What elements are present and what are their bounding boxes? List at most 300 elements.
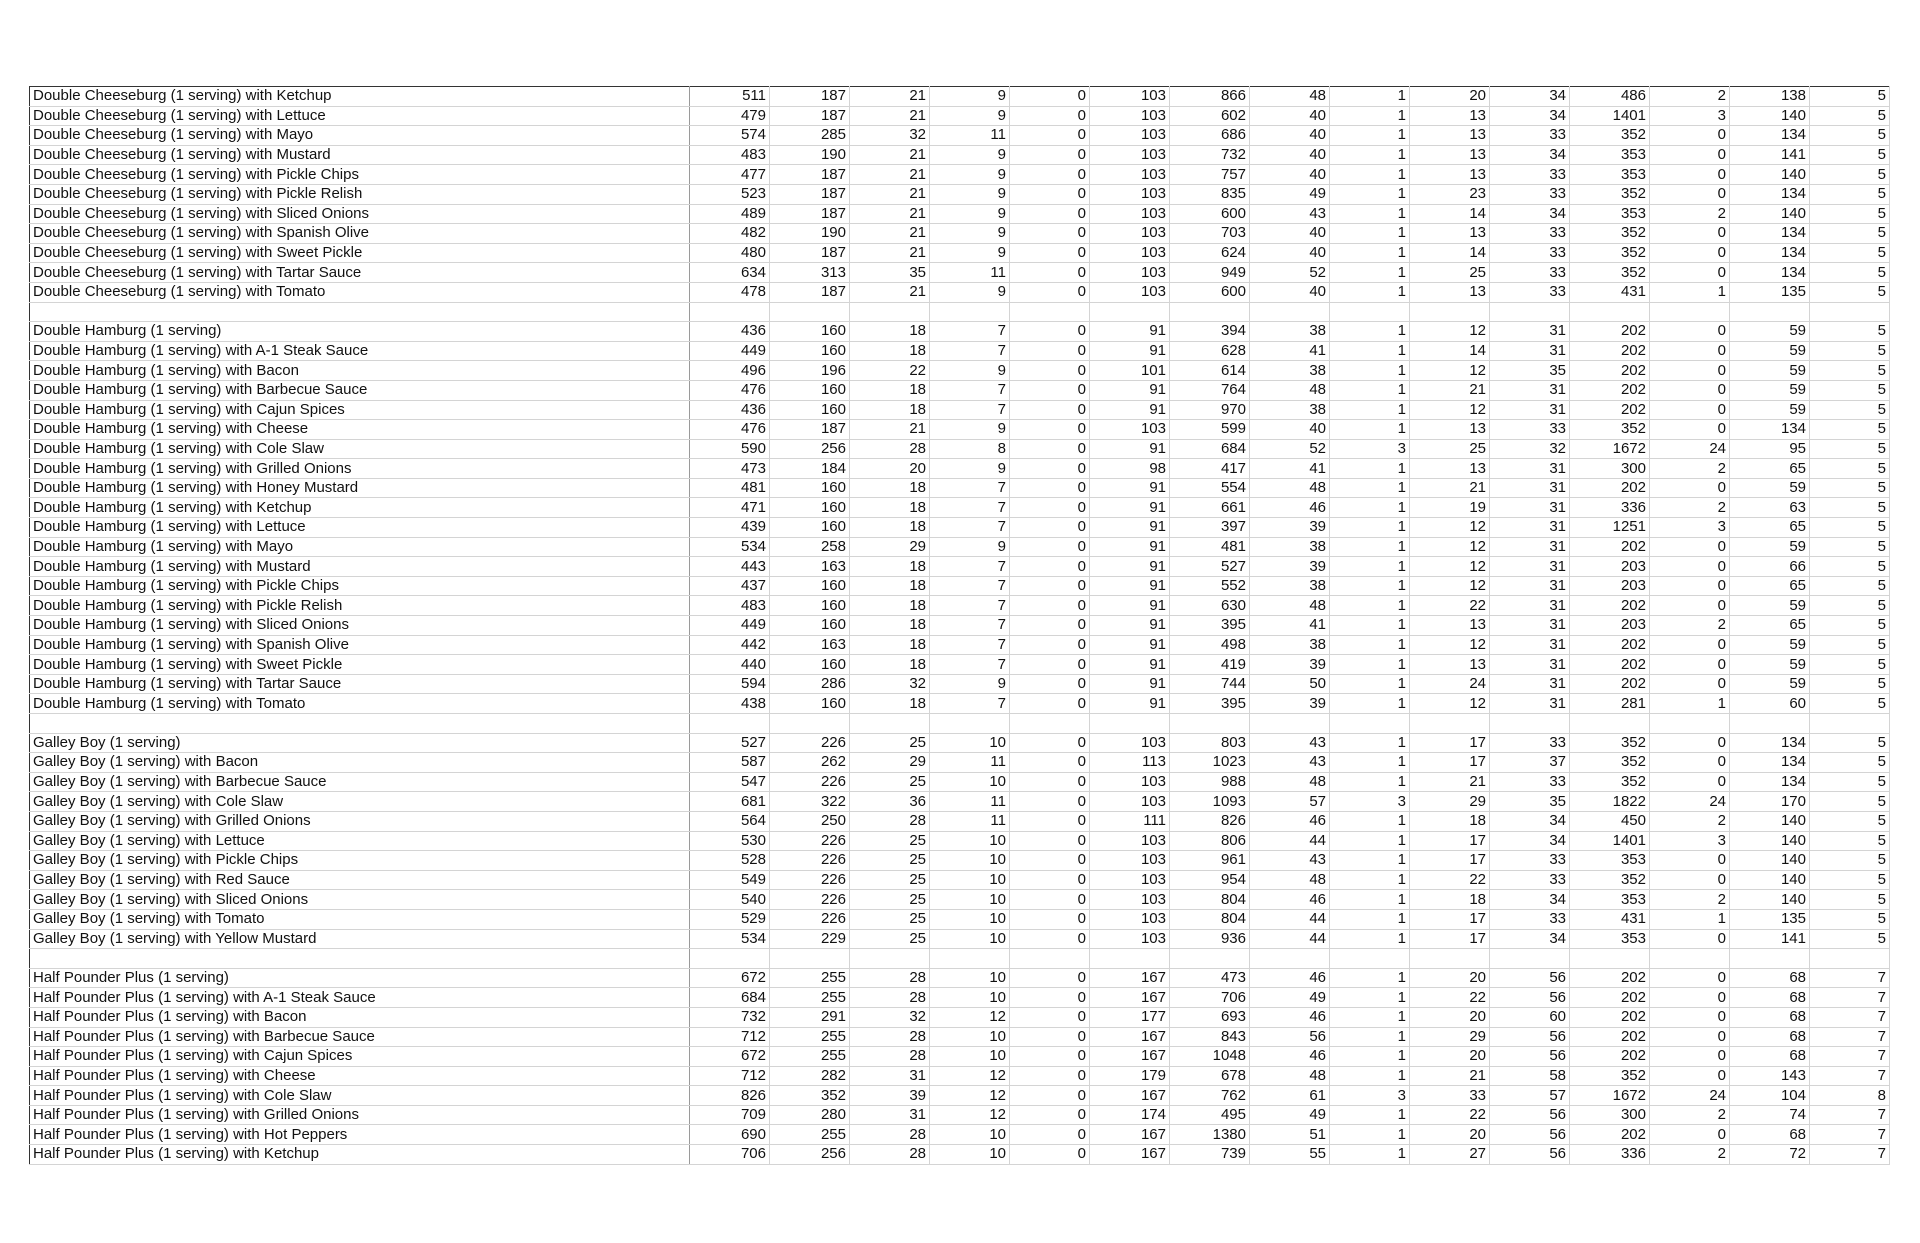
item-name-cell: Galley Boy (1 serving) with Lettuce: [30, 831, 690, 851]
value-cell: 33: [1410, 1086, 1490, 1106]
value-cell: 0: [1010, 733, 1090, 753]
value-cell: 1: [1330, 929, 1410, 949]
value-cell: 43: [1250, 753, 1330, 773]
value-cell: 184: [770, 459, 850, 479]
item-name-cell: Double Hamburg (1 serving) with Pickle Chips: [30, 576, 690, 596]
value-cell: 18: [850, 498, 930, 518]
value-cell: 804: [1170, 890, 1250, 910]
value-cell: 5: [1810, 145, 1890, 165]
value-cell: 0: [1010, 753, 1090, 773]
table-row: [30, 1145, 1890, 1165]
value-cell: 5: [1810, 106, 1890, 126]
value-cell: 202: [1570, 1047, 1650, 1067]
value-cell: 0: [1650, 420, 1730, 440]
value-cell: 5: [1810, 322, 1890, 342]
value-cell: 202: [1570, 968, 1650, 988]
value-cell: 7: [930, 655, 1010, 675]
value-cell: 529: [690, 909, 770, 929]
value-cell: 167: [1090, 988, 1170, 1008]
value-cell: 103: [1090, 909, 1170, 929]
value-cell: 255: [770, 968, 850, 988]
value-cell: 762: [1170, 1086, 1250, 1106]
value-cell: 1380: [1170, 1125, 1250, 1145]
value-cell: 25: [850, 831, 930, 851]
value-cell: 255: [770, 1047, 850, 1067]
value-cell: 449: [690, 341, 770, 361]
item-name-cell: Double Hamburg (1 serving) with Honey Mustard: [30, 478, 690, 498]
value-cell: 202: [1570, 380, 1650, 400]
value-cell: 167: [1090, 1086, 1170, 1106]
value-cell: 0: [1010, 1066, 1090, 1086]
value-cell: 13: [1410, 655, 1490, 675]
value-cell: 0: [1650, 733, 1730, 753]
table-row: [30, 792, 1890, 812]
value-cell: 33: [1490, 243, 1570, 263]
table-row: [30, 165, 1890, 185]
value-cell: 7: [930, 400, 1010, 420]
value-cell: 1: [1330, 635, 1410, 655]
value-cell: 48: [1250, 478, 1330, 498]
value-cell: 255: [770, 1125, 850, 1145]
value-cell: 39: [1250, 557, 1330, 577]
value-cell: 18: [1410, 890, 1490, 910]
value-cell: [1650, 302, 1730, 322]
value-cell: 686: [1170, 126, 1250, 146]
value-cell: 31: [1490, 616, 1570, 636]
value-cell: 22: [1410, 870, 1490, 890]
value-cell: 7: [930, 694, 1010, 714]
value-cell: 1: [1330, 322, 1410, 342]
value-cell: 352: [1570, 243, 1650, 263]
value-cell: 9: [930, 106, 1010, 126]
value-cell: 140: [1730, 204, 1810, 224]
value-cell: 32: [1490, 439, 1570, 459]
value-cell: 1: [1330, 1047, 1410, 1067]
value-cell: 35: [850, 263, 930, 283]
value-cell: 481: [1170, 537, 1250, 557]
item-name-cell: Double Hamburg (1 serving): [30, 322, 690, 342]
value-cell: 33: [1490, 772, 1570, 792]
value-cell: 489: [690, 204, 770, 224]
value-cell: 13: [1410, 420, 1490, 440]
value-cell: 1: [1330, 243, 1410, 263]
value-cell: 12: [1410, 635, 1490, 655]
value-cell: 599: [1170, 420, 1250, 440]
value-cell: 113: [1090, 753, 1170, 773]
value-cell: 9: [930, 165, 1010, 185]
value-cell: 10: [930, 968, 1010, 988]
value-cell: 0: [1010, 459, 1090, 479]
value-cell: 229: [770, 929, 850, 949]
value-cell: 141: [1730, 929, 1810, 949]
value-cell: 0: [1650, 537, 1730, 557]
value-cell: [1250, 714, 1330, 734]
value-cell: 160: [770, 341, 850, 361]
value-cell: 167: [1090, 1027, 1170, 1047]
value-cell: 0: [1010, 498, 1090, 518]
value-cell: 48: [1250, 380, 1330, 400]
value-cell: 1: [1330, 361, 1410, 381]
value-cell: [930, 302, 1010, 322]
value-cell: 0: [1010, 224, 1090, 244]
value-cell: 353: [1570, 890, 1650, 910]
value-cell: 479: [690, 106, 770, 126]
value-cell: 46: [1250, 968, 1330, 988]
value-cell: 12: [1410, 537, 1490, 557]
table-row: [30, 380, 1890, 400]
value-cell: 0: [1010, 126, 1090, 146]
value-cell: [1010, 714, 1090, 734]
value-cell: 471: [690, 498, 770, 518]
item-name-cell: Half Pounder Plus (1 serving) with Cheese: [30, 1066, 690, 1086]
value-cell: [1170, 714, 1250, 734]
value-cell: 527: [690, 733, 770, 753]
item-name-cell: Half Pounder Plus (1 serving) with Bacon: [30, 1007, 690, 1027]
value-cell: 20: [850, 459, 930, 479]
table-row: [30, 851, 1890, 871]
value-cell: 2: [1650, 616, 1730, 636]
value-cell: 134: [1730, 263, 1810, 283]
value-cell: 7: [930, 635, 1010, 655]
value-cell: 202: [1570, 655, 1650, 675]
value-cell: 7: [1810, 1007, 1890, 1027]
value-cell: 0: [1010, 655, 1090, 675]
value-cell: 25: [850, 890, 930, 910]
value-cell: 134: [1730, 772, 1810, 792]
value-cell: 17: [1410, 733, 1490, 753]
value-cell: 22: [850, 361, 930, 381]
value-cell: 36: [850, 792, 930, 812]
value-cell: 103: [1090, 929, 1170, 949]
value-cell: 25: [850, 851, 930, 871]
value-cell: [1170, 302, 1250, 322]
value-cell: 24: [1650, 792, 1730, 812]
value-cell: 806: [1170, 831, 1250, 851]
value-cell: 48: [1250, 87, 1330, 107]
value-cell: 91: [1090, 380, 1170, 400]
value-cell: 34: [1490, 929, 1570, 949]
value-cell: 9: [930, 361, 1010, 381]
value-cell: 40: [1250, 224, 1330, 244]
value-cell: 41: [1250, 616, 1330, 636]
value-cell: 5: [1810, 537, 1890, 557]
value-cell: 103: [1090, 224, 1170, 244]
value-cell: 826: [690, 1086, 770, 1106]
value-cell: 29: [850, 753, 930, 773]
value-cell: 17: [1410, 909, 1490, 929]
value-cell: 336: [1570, 498, 1650, 518]
value-cell: 226: [770, 733, 850, 753]
value-cell: 1: [1330, 968, 1410, 988]
value-cell: 91: [1090, 498, 1170, 518]
value-cell: [690, 714, 770, 734]
value-cell: 0: [1010, 380, 1090, 400]
value-cell: 46: [1250, 890, 1330, 910]
value-cell: 449: [690, 616, 770, 636]
item-name-cell: Double Hamburg (1 serving) with Cole Slaw: [30, 439, 690, 459]
value-cell: 49: [1250, 1105, 1330, 1125]
value-cell: 13: [1410, 145, 1490, 165]
value-cell: [1090, 714, 1170, 734]
value-cell: 0: [1650, 126, 1730, 146]
value-cell: 17: [1410, 851, 1490, 871]
value-cell: 0: [1010, 145, 1090, 165]
value-cell: 40: [1250, 420, 1330, 440]
value-cell: 25: [850, 772, 930, 792]
value-cell: 33: [1490, 224, 1570, 244]
value-cell: 12: [1410, 694, 1490, 714]
value-cell: 256: [770, 1145, 850, 1165]
value-cell: 103: [1090, 890, 1170, 910]
value-cell: 1: [1330, 674, 1410, 694]
value-cell: 18: [850, 341, 930, 361]
value-cell: 41: [1250, 341, 1330, 361]
value-cell: [1570, 302, 1650, 322]
value-cell: 954: [1170, 870, 1250, 890]
table-row: [30, 909, 1890, 929]
value-cell: 0: [1010, 263, 1090, 283]
value-cell: 203: [1570, 557, 1650, 577]
value-cell: 140: [1730, 165, 1810, 185]
value-cell: 1: [1330, 831, 1410, 851]
value-cell: 5: [1810, 635, 1890, 655]
value-cell: 3: [1330, 792, 1410, 812]
value-cell: 103: [1090, 792, 1170, 812]
value-cell: 256: [770, 439, 850, 459]
value-cell: 681: [690, 792, 770, 812]
value-cell: 732: [690, 1007, 770, 1027]
value-cell: 706: [690, 1145, 770, 1165]
value-cell: 482: [690, 224, 770, 244]
value-cell: 486: [1570, 87, 1650, 107]
item-name-cell: [30, 714, 690, 734]
value-cell: 866: [1170, 87, 1250, 107]
value-cell: 352: [1570, 420, 1650, 440]
value-cell: 56: [1490, 1105, 1570, 1125]
value-cell: 55: [1250, 1145, 1330, 1165]
value-cell: 190: [770, 224, 850, 244]
value-cell: [1410, 714, 1490, 734]
value-cell: 60: [1730, 694, 1810, 714]
value-cell: 203: [1570, 576, 1650, 596]
nutrition-table: [29, 86, 1890, 1165]
item-name-cell: Double Cheeseburg (1 serving) with Sliced Onions: [30, 204, 690, 224]
value-cell: 187: [770, 184, 850, 204]
value-cell: 961: [1170, 851, 1250, 871]
value-cell: 476: [690, 420, 770, 440]
item-name-cell: Half Pounder Plus (1 serving) with Cole Slaw: [30, 1086, 690, 1106]
value-cell: 58: [1490, 1066, 1570, 1086]
value-cell: 65: [1730, 518, 1810, 538]
value-cell: 33: [1490, 282, 1570, 302]
value-cell: 1: [1330, 870, 1410, 890]
value-cell: 20: [1410, 1125, 1490, 1145]
value-cell: 10: [930, 909, 1010, 929]
value-cell: 31: [1490, 635, 1570, 655]
value-cell: 0: [1010, 1105, 1090, 1125]
value-cell: 7: [930, 596, 1010, 616]
value-cell: 21: [850, 420, 930, 440]
value-cell: 9: [930, 145, 1010, 165]
table-row: [30, 439, 1890, 459]
value-cell: 1: [1330, 184, 1410, 204]
value-cell: 10: [930, 1047, 1010, 1067]
value-cell: 1: [1330, 616, 1410, 636]
value-cell: 196: [770, 361, 850, 381]
value-cell: 103: [1090, 263, 1170, 283]
value-cell: 5: [1810, 478, 1890, 498]
value-cell: 38: [1250, 400, 1330, 420]
value-cell: 7: [930, 498, 1010, 518]
value-cell: 0: [1010, 772, 1090, 792]
value-cell: 0: [1650, 1047, 1730, 1067]
item-name-cell: Half Pounder Plus (1 serving) with Hot Peppers: [30, 1125, 690, 1145]
value-cell: 496: [690, 361, 770, 381]
value-cell: 255: [770, 988, 850, 1008]
value-cell: [1090, 302, 1170, 322]
value-cell: 187: [770, 204, 850, 224]
value-cell: 7: [930, 557, 1010, 577]
value-cell: 103: [1090, 87, 1170, 107]
value-cell: 528: [690, 851, 770, 871]
value-cell: 104: [1730, 1086, 1810, 1106]
value-cell: 28: [850, 439, 930, 459]
value-cell: 167: [1090, 1125, 1170, 1145]
value-cell: 0: [1010, 1086, 1090, 1106]
value-cell: [1330, 302, 1410, 322]
value-cell: 0: [1650, 1125, 1730, 1145]
value-cell: 187: [770, 106, 850, 126]
value-cell: 56: [1490, 988, 1570, 1008]
value-cell: 12: [930, 1105, 1010, 1125]
value-cell: 12: [1410, 361, 1490, 381]
value-cell: 40: [1250, 243, 1330, 263]
value-cell: 21: [850, 106, 930, 126]
value-cell: 35: [1490, 792, 1570, 812]
value-cell: 397: [1170, 518, 1250, 538]
item-name-cell: Double Hamburg (1 serving) with Mayo: [30, 537, 690, 557]
value-cell: 202: [1570, 674, 1650, 694]
value-cell: 5: [1810, 694, 1890, 714]
value-cell: 443: [690, 557, 770, 577]
value-cell: 20: [1410, 1007, 1490, 1027]
value-cell: 46: [1250, 811, 1330, 831]
value-cell: 712: [690, 1027, 770, 1047]
value-cell: 33: [1490, 851, 1570, 871]
value-cell: [1570, 714, 1650, 734]
value-cell: 43: [1250, 851, 1330, 871]
value-cell: 0: [1010, 988, 1090, 1008]
value-cell: 1251: [1570, 518, 1650, 538]
value-cell: 31: [1490, 537, 1570, 557]
item-name-cell: Galley Boy (1 serving) with Barbecue Sauce: [30, 772, 690, 792]
value-cell: 28: [850, 988, 930, 1008]
value-cell: 203: [1570, 616, 1650, 636]
value-cell: 5: [1810, 576, 1890, 596]
value-cell: 14: [1410, 341, 1490, 361]
value-cell: 477: [690, 165, 770, 185]
value-cell: 0: [1010, 322, 1090, 342]
value-cell: 18: [850, 322, 930, 342]
value-cell: [690, 302, 770, 322]
value-cell: 552: [1170, 576, 1250, 596]
value-cell: 202: [1570, 478, 1650, 498]
value-cell: 5: [1810, 655, 1890, 675]
value-cell: 322: [770, 792, 850, 812]
value-cell: 693: [1170, 1007, 1250, 1027]
value-cell: 49: [1250, 988, 1330, 1008]
value-cell: 5: [1810, 126, 1890, 146]
item-name-cell: Double Cheeseburg (1 serving) with Lettuce: [30, 106, 690, 126]
value-cell: [1250, 302, 1330, 322]
value-cell: 1: [1650, 909, 1730, 929]
value-cell: 68: [1730, 1047, 1810, 1067]
value-cell: 34: [1490, 106, 1570, 126]
table-row: [30, 557, 1890, 577]
value-cell: 143: [1730, 1066, 1810, 1086]
value-cell: 40: [1250, 282, 1330, 302]
value-cell: [1730, 302, 1810, 322]
value-cell: 9: [930, 282, 1010, 302]
value-cell: 835: [1170, 184, 1250, 204]
value-cell: 1: [1330, 988, 1410, 1008]
table-row: [30, 322, 1890, 342]
value-cell: 0: [1650, 322, 1730, 342]
value-cell: 103: [1090, 282, 1170, 302]
value-cell: 5: [1810, 400, 1890, 420]
value-cell: 0: [1650, 1027, 1730, 1047]
value-cell: 353: [1570, 145, 1650, 165]
value-cell: 32: [850, 126, 930, 146]
value-cell: 22: [1410, 1105, 1490, 1125]
value-cell: 37: [1490, 753, 1570, 773]
value-cell: 28: [850, 811, 930, 831]
value-cell: 5: [1810, 753, 1890, 773]
value-cell: 12: [930, 1007, 1010, 1027]
value-cell: 202: [1570, 988, 1650, 1008]
value-cell: 103: [1090, 733, 1170, 753]
value-cell: 160: [770, 576, 850, 596]
value-cell: 7: [1810, 1066, 1890, 1086]
value-cell: 634: [690, 263, 770, 283]
value-cell: 202: [1570, 537, 1650, 557]
value-cell: 0: [1650, 870, 1730, 890]
value-cell: 60: [1490, 1007, 1570, 1027]
item-name-cell: Double Hamburg (1 serving) with Sliced Onions: [30, 616, 690, 636]
value-cell: 50: [1250, 674, 1330, 694]
item-name-cell: Double Hamburg (1 serving) with Lettuce: [30, 518, 690, 538]
value-cell: 313: [770, 263, 850, 283]
value-cell: 40: [1250, 126, 1330, 146]
value-cell: 5: [1810, 498, 1890, 518]
value-cell: 38: [1250, 576, 1330, 596]
value-cell: 0: [1010, 831, 1090, 851]
value-cell: 202: [1570, 1027, 1650, 1047]
value-cell: 91: [1090, 518, 1170, 538]
value-cell: 160: [770, 380, 850, 400]
value-cell: 21: [1410, 772, 1490, 792]
value-cell: 7: [930, 341, 1010, 361]
value-cell: 712: [690, 1066, 770, 1086]
value-cell: 1: [1330, 478, 1410, 498]
value-cell: 103: [1090, 772, 1170, 792]
table-row: [30, 341, 1890, 361]
value-cell: 5: [1810, 224, 1890, 244]
value-cell: 547: [690, 772, 770, 792]
value-cell: 419: [1170, 655, 1250, 675]
value-cell: 7: [1810, 1027, 1890, 1047]
value-cell: 614: [1170, 361, 1250, 381]
